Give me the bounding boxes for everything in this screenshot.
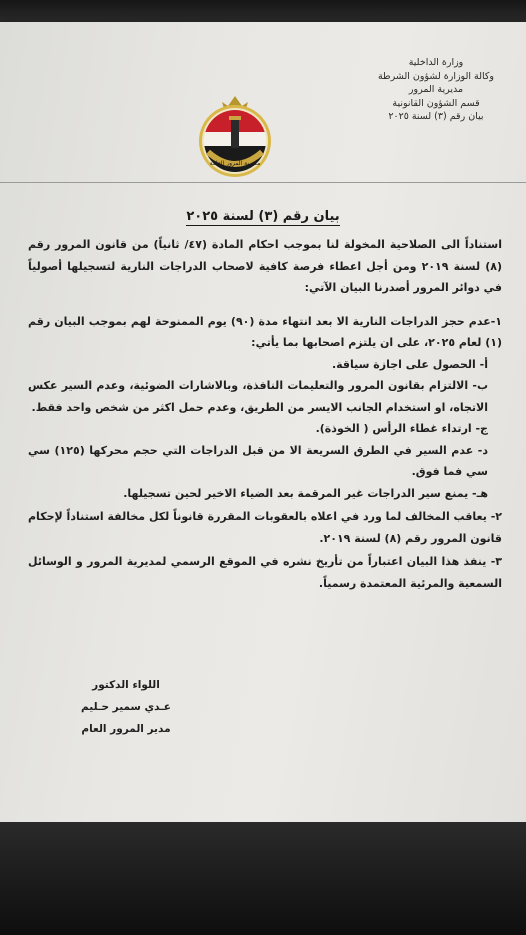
clause-3: ٣- ينفذ هذا البيان اعتباراً من تأريخ نشره في الموقع الرسمي لمديرية المرور و الوسائل السمعية والمرئية المعتمدة رسمياً. [28,555,502,590]
letterhead [366,56,506,124]
statement-title [0,209,526,224]
statement-title-text: بيان رقم (٣) لسنة ٢٠٢٥ [186,209,340,224]
signatory-rank: اللواء الدكتور [92,679,160,691]
clause-1-c: ج- ارتداء غطاء الرأس ( الخوذة). [315,422,488,435]
letterhead-statement-number: بيان رقم (٣) لسنة ٢٠٢٥ [388,111,484,122]
letterhead-department: قسم الشؤون القانونية [392,97,480,109]
signature-block [56,674,196,740]
header-divider [0,182,526,183]
statement-body [28,234,502,594]
clause-1: ١-عدم حجز الدراجات النارية الا بعد انتهاء مدة (٩٠) يوم الممنوحة لهم بموجب البيان رقم (١) لعام ٢٠٢٥، على ان يلتزم اصحابها بما يأتي: [28,314,502,349]
letterhead-agency: وكالة الوزارة لشؤون الشرطة [377,70,495,82]
signatory-position: مدير المرور العام [81,723,171,735]
intro-paragraph: استناداً الى الصلاحية المخولة لنا بموجب احكام المادة (٤٧/ ثانياً) من قانون المرور رقم (٨) لسنة ٢٠١٩ ومن أجل اعطاء فرصة كافية لاصحاب الدراجات النارية لتسجيلها أصولياً في دوائر المرور أصدرنا البيان الآتي: [28,238,502,294]
signatory-name: عـدي سمير حـليم [81,701,171,713]
letterhead-directorate: مديرية المرور [408,84,464,95]
clause-1-e: هـ- يمنع سير الدراجات غير المرقمة بعد الضياء الاخير لحين تسجيلها. [123,486,488,500]
top-background-strip [0,0,526,22]
bottom-background [0,822,526,935]
clause-1-b: ب- الالتزام بقانون المرور والتعليمات النافذة، وبالاشارات الضوئية، وعدم السير عكس الاتجاه، او استخدام الجانب الايسر من الطريق، وعدم حمل اكثر من شخص واحد فقط. [28,379,488,414]
traffic-directorate-emblem-icon [192,92,278,180]
emblem-label: مديرية المرور العامة [209,160,261,167]
clause-1-d: د- عدم السير في الطرق السريعة الا من قبل الدراجات التي حجم محركها (١٢٥) سي سي فما فوق. [28,443,488,478]
letterhead-ministry: وزارة الداخلية [408,57,464,68]
clause-2: ٢- يعاقب المخالف لما ورد في اعلاه بالعقوبات المقررة قانوناً لكل مخالفة استناداً لإحكام قانون المرور رقم (٨) لسنة ٢٠١٩. [28,510,502,545]
clause-1-a: أ- الحصول على اجازة سياقة. [331,357,488,371]
document-page [0,22,526,822]
